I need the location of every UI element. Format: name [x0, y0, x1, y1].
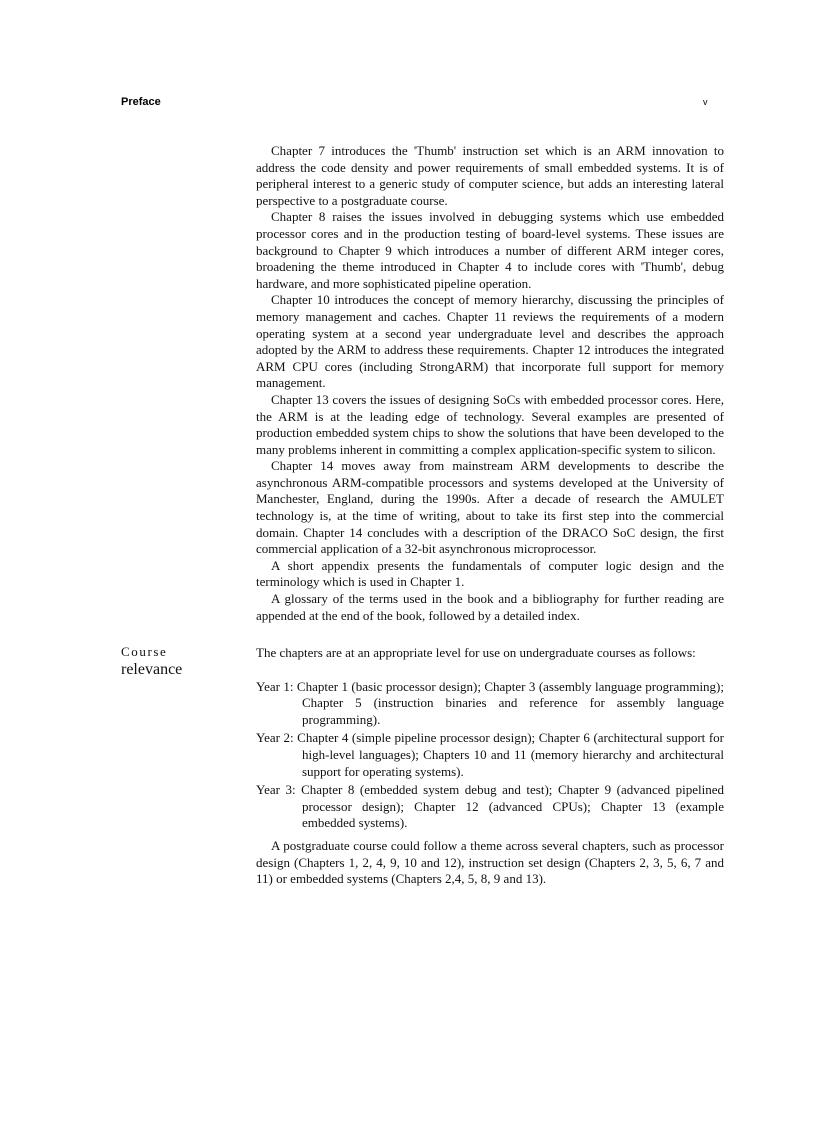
- paragraph-chapter-14: Chapter 14 moves away from mainstream ARM developments to describe the asynchronous ARM-compatible processors and systems developed at the University of Manchester, England, during the 1990s. After a decade of research the AMULET technology is, at the time of writing, about to take its first step into the commercial domain. Chapter 14 concludes with a description of the DRACO SoC design, the first commercial application of a 32-bit asynchronous microprocessor.: [256, 458, 724, 557]
- page-number: v: [703, 97, 708, 107]
- year-2-item: Year 2: Chapter 4 (simple pipeline processor design); Chapter 6 (architectural support for high-level languages); Chapters 10 and 11 (memory hierarchy and architectural support for operating systems).: [256, 730, 724, 779]
- margin-heading-line-1: Course: [121, 644, 168, 659]
- paragraph-chapter-13: Chapter 13 covers the issues of designing SoCs with embedded processor cores. Here, the ARM is at the leading edge of technology. Several examples are presented of production embedded system chips to show the solutions that have been developed to the many problems inherent in committing a complex application-specific system to silicon.: [256, 391, 724, 457]
- margin-heading-line-2: relevance: [121, 661, 183, 678]
- paragraph-appendix: A short appendix presents the fundamentals of computer logic design and the terminology which is used in Chapter 1.: [256, 557, 724, 590]
- course-relevance-section: [256, 645, 724, 888]
- course-intro: The chapters are at an appropriate level for use on undergraduate courses as follows:: [256, 645, 696, 660]
- postgraduate-paragraph: A postgraduate course could follow a theme across several chapters, such as processor design (Chapters 1, 2, 4, 9, 10 and 12), instruction set design (Chapters 2, 3, 5, 6, 7 and 11) or embedded systems (Chapters 2,4, 5, 8, 9 and 13).: [256, 837, 724, 887]
- year-3-item: Year 3: Chapter 8 (embedded system debug and test); Chapter 9 (advanced pipelined processor design); Chapter 12 (advanced CPUs); Chapter 13 (example embedded systems).: [256, 782, 724, 831]
- paragraph-chapter-10: Chapter 10 introduces the concept of memory hierarchy, discussing the principles of memory management and caches. Chapter 11 reviews the requirements of a modern operating system at a second year undergraduate level and describes the approach adopted by the ARM to address these requirements. Chapter 12 introduces the integrated ARM CPU cores (including StrongARM) that incorporate full support for memory management.: [256, 292, 724, 391]
- paragraph-chapter-7: Chapter 7 introduces the 'Thumb' instruction set which is an ARM innovation to address the code density and power requirements of small embedded systems. It is of peripheral interest to a generic study of computer science, but adds an interesting lateral perspective to a postgraduate course.: [256, 143, 724, 208]
- paragraph-glossary: A glossary of the terms used in the book and a bibliography for further reading are appended at the end of the book, followed by a detailed index.: [256, 591, 724, 623]
- year-1-item: Year 1: Chapter 1 (basic processor design); Chapter 3 (assembly language programming); Chapter 5 (instruction binaries and reference for assembly language programming).: [256, 678, 724, 727]
- year-list: [256, 679, 724, 832]
- paragraph-chapter-8: Chapter 8 raises the issues involved in debugging systems which use embedded processor cores and in the production testing of board-level systems. These issues are background to Chapter 9 which introduces a number of different ARM integer cores, broadening the theme introduced in Chapter 4 to include cores with 'Thumb', debug hardware, and more sophisticated pipeline operation.: [256, 209, 724, 291]
- chapter-overview-text: [256, 143, 724, 624]
- running-header-title: Preface: [121, 96, 161, 108]
- margin-heading-course-relevance: [121, 644, 241, 679]
